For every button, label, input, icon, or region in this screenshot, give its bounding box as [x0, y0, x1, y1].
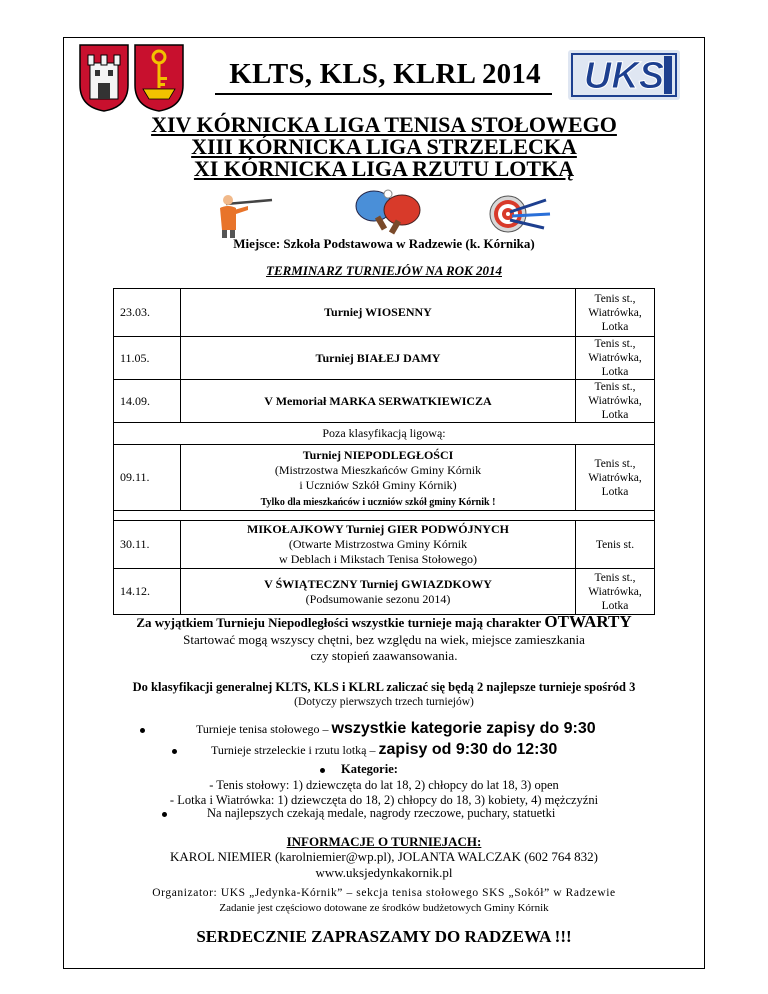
darts-target-icon	[488, 192, 554, 236]
info-website: www.uksjedynkakornik.pl	[315, 865, 453, 880]
open-note-line2: Startować mogą wszyscy chętni, bez względu na wiek, miejsce zamieszkania	[183, 632, 585, 647]
table-tennis-icon	[348, 186, 428, 238]
event-name: Turniej BIAŁEJ DAMY	[181, 337, 576, 380]
categories-darts-airgun: - Lotka i Wiatrówka: 1) dziewczęta do 18, 2) chłopcy do 18, 3) kobiety, 4) mężczyźni	[169, 793, 599, 807]
schedule-heading: TERMINARZ TURNIEJÓW NA ROK 2014	[266, 263, 502, 278]
spacer-row	[114, 511, 655, 521]
event-date: 23.03.	[114, 289, 181, 337]
organizer-text: Organizator: UKS „Jedynka-Kórnik” – sekcja tenisa stołowego SKS „Sokół” w Radzewie	[152, 887, 616, 899]
title-underline	[215, 93, 552, 95]
event-name: V ŚWIĄTECZNY Turniej GWIAZDKOWY	[264, 576, 492, 591]
event-date: 14.12.	[114, 569, 181, 615]
gmina-coat-of-arms-icon	[133, 43, 185, 113]
event-details: Turniej NIEPODLEGŁOŚCI (Mistrzostwa Mieszkańców Gminy Kórnik i Uczniów Szkół Gminy Kórnik) Tylko dla mieszkańców i uczniów szkół gminy Kórnik !	[181, 445, 576, 511]
kornik-coat-of-arms-icon	[78, 43, 130, 113]
league-title-table-tennis: XIV KÓRNICKA LIGA TENISA STOŁOWEGO	[151, 112, 617, 137]
classification-rule: Do klasyfikacji generalnej KLTS, KLS i KLRL zaliczać się będą 2 najlepsze turnieje spośród 3	[132, 680, 636, 694]
bullet-icon	[320, 768, 325, 773]
event-note: Tylko dla mieszkańców i uczniów szkół gminy Kórnik !	[260, 496, 496, 508]
outside-classification-label: Poza klasyfikacją ligową:	[114, 423, 655, 445]
league-title-darts: XI KÓRNICKA LIGA RZUTU LOTKĄ	[193, 156, 575, 181]
event-date: 11.05.	[114, 337, 181, 380]
shooter-icon	[212, 190, 274, 238]
event-details: V ŚWIĄTECZNY Turniej GWIAZDKOWY (Podsumowanie sezonu 2014)	[181, 569, 576, 615]
categories-table-tennis: - Tenis stołowy: 1) dziewczęta do lat 18, 2) chłopcy do lat 18, 3) open	[209, 778, 559, 792]
event-name: MIKOŁAJKOWY Turniej GIER PODWÓJNYCH	[247, 522, 509, 536]
table-row	[114, 380, 655, 423]
uks-logo-text: UKS	[583, 55, 665, 97]
event-name: Turniej NIEPODLEGŁOŚCI	[302, 447, 454, 462]
event-name: Turniej WIOSENNY	[181, 289, 576, 337]
table-row	[114, 569, 655, 615]
registration-shooting-darts: Turnieje strzeleckie i rzutu lotką – zapisy od 9:30 do 12:30	[172, 741, 557, 759]
prizes-text: Na najlepszych czekają medale, nagrody rzeczowe, puchary, statuetki	[162, 806, 555, 821]
table-row	[114, 289, 655, 337]
bullet-icon	[162, 812, 167, 817]
table-row	[114, 445, 655, 511]
event-details: MIKOŁAJKOWY Turniej GIER PODWÓJNYCH (Otwarte Mistrzostwa Gminy Kórnik w Deblach i Mikstach Tenisa Stołowego)	[181, 521, 576, 569]
table-row	[114, 337, 655, 380]
categories-heading: Kategorie:	[320, 762, 398, 777]
classification-sub: (Dotyczy pierwszych trzech turniejów)	[294, 696, 474, 708]
event-date: 14.09.	[114, 380, 181, 423]
event-disciplines: Tenis st.	[576, 521, 655, 569]
venue-text: Miejsce: Szkoła Podstawowa w Radzewie (k. Kórnika)	[233, 236, 535, 251]
event-date: 09.11.	[114, 445, 181, 511]
open-tournaments-note: Za wyjątkiem Turnieju Niepodległości wszystkie turnieje mają charakter OTWARTY	[136, 612, 632, 631]
open-note-line3: czy stopień zaawansowania.	[310, 648, 458, 663]
event-date: 30.11.	[114, 521, 181, 569]
closing-invitation: SERDECZNIE ZAPRASZAMY DO RADZEWA !!!	[196, 927, 572, 946]
table-row	[114, 423, 655, 445]
funding-text: Zadanie jest częściowo dotowane ze środków budżetowych Gminy Kórnik	[219, 902, 549, 914]
info-contacts: KAROL NIEMIER (karolniemier@wp.pl), JOLANTA WALCZAK (602 764 832)	[170, 849, 598, 864]
bullet-icon	[172, 749, 177, 754]
event-disciplines: Tenis st., Wiatrówka, Lotka	[576, 289, 655, 337]
event-disciplines: Tenis st., Wiatrówka, Lotka	[576, 569, 655, 615]
league-title-shooting: XIII KÓRNICKA LIGA STRZELECKA	[191, 134, 577, 159]
page-title: KLTS, KLS, KLRL 2014	[229, 58, 541, 90]
table-row	[114, 521, 655, 569]
event-disciplines: Tenis st., Wiatrówka, Lotka	[576, 445, 655, 511]
bullet-icon	[140, 728, 145, 733]
event-disciplines: Tenis st., Wiatrówka, Lotka	[576, 380, 655, 423]
info-heading: INFORMACJE O TURNIEJACH:	[286, 834, 482, 849]
schedule-table	[113, 288, 655, 615]
event-name: V Memoriał MARKA SERWATKIEWICZA	[181, 380, 576, 423]
event-disciplines: Tenis st., Wiatrówka, Lotka	[576, 337, 655, 380]
registration-table-tennis: Turnieje tenisa stołowego – wszystkie kategorie zapisy do 9:30	[140, 720, 596, 738]
